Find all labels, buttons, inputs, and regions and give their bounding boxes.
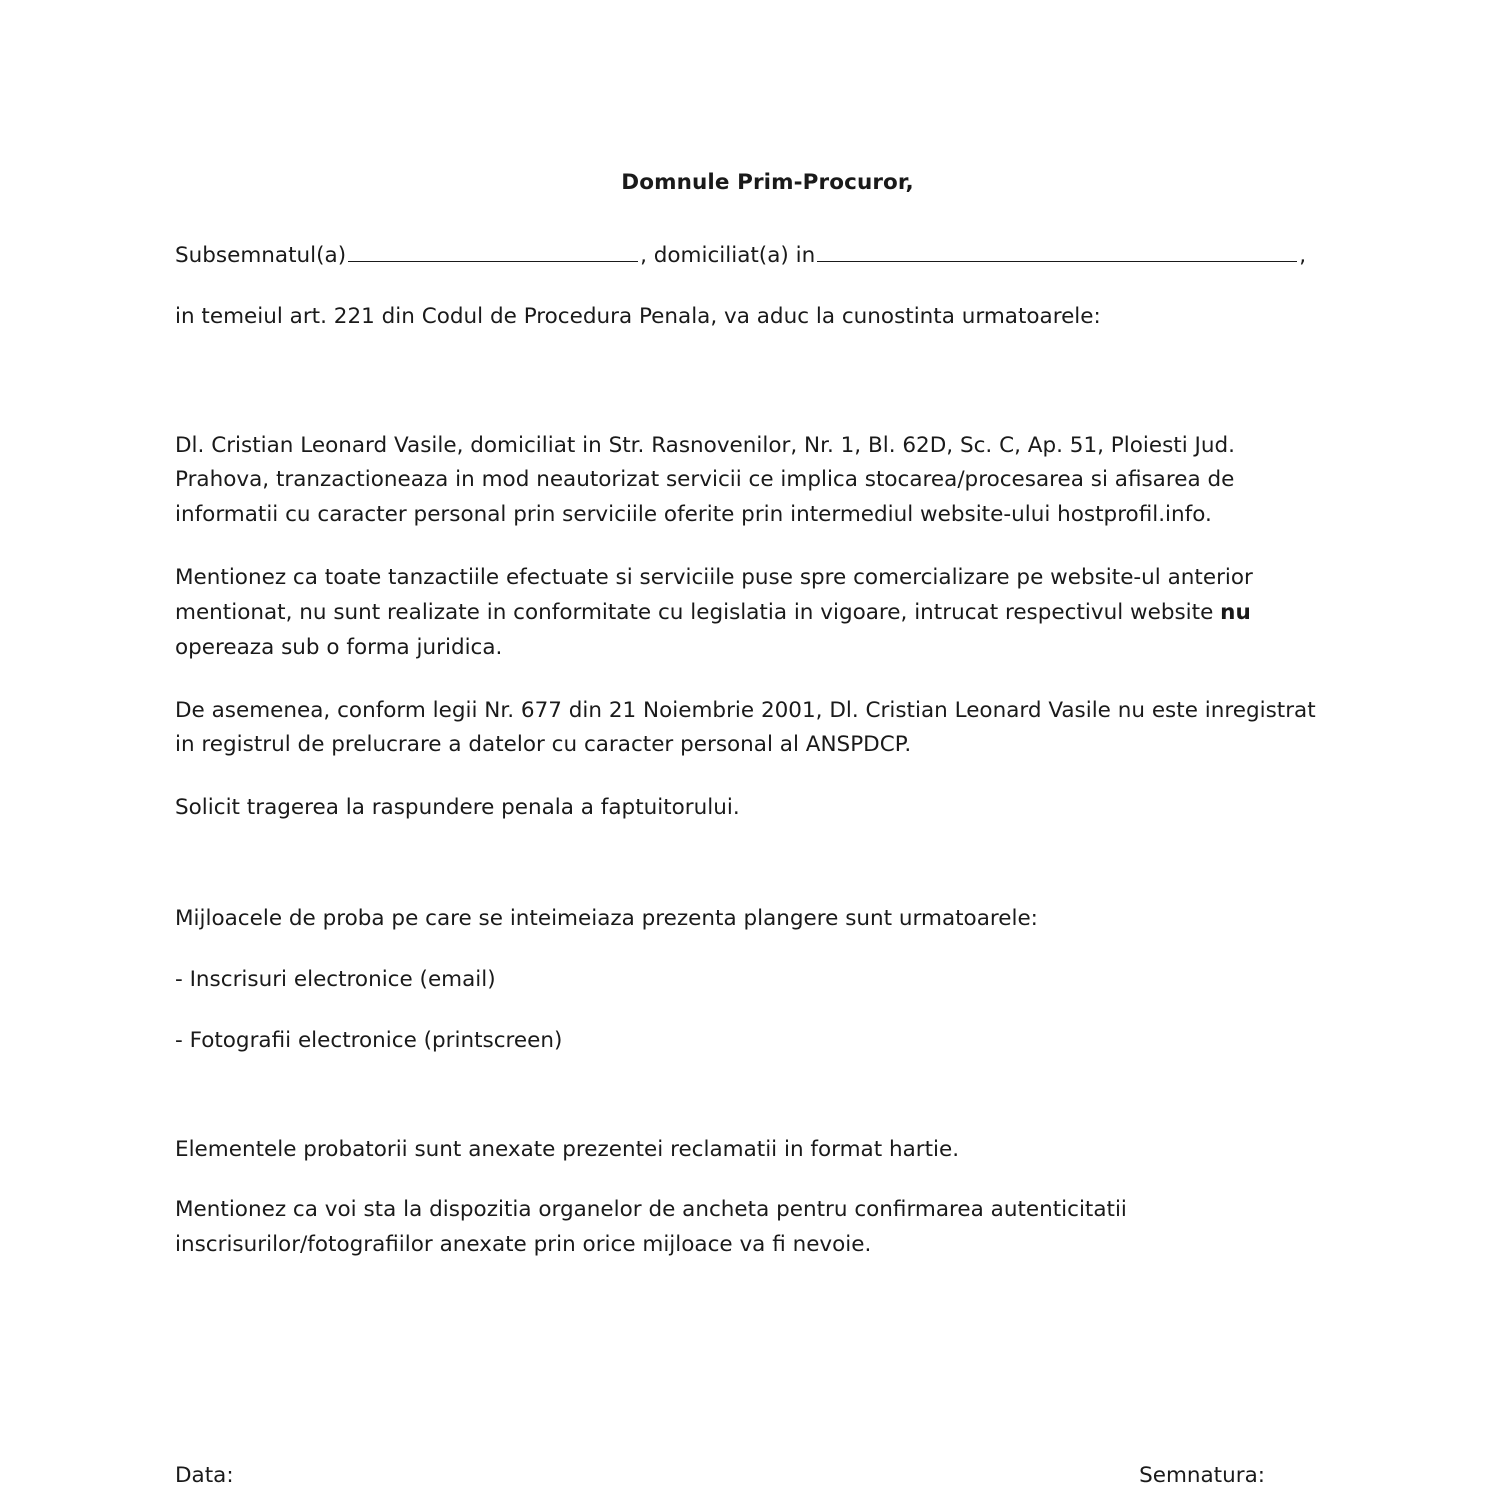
spacer-before-evidence [175, 854, 1325, 902]
complaint-body [175, 429, 1325, 826]
paragraph-mentionez-part2: opereaza sub o forma juridica. [175, 634, 503, 660]
paragraph-anexe: Elementele probatorii sunt anexate prezentei reclamatii in format hartie. [175, 1136, 960, 1162]
intro-line [175, 239, 1325, 274]
evidence-heading: Mijloacele de proba pe care se inteimeiaza prezenta plangere sunt urmatoarele: [175, 906, 1038, 932]
paragraph-mentionez [175, 561, 1325, 665]
spacer-before-annexes [175, 1085, 1325, 1133]
paragraph-subject: Dl. Cristian Leonard Vasile, domiciliat in Str. Rasnovenilor, Nr. 1, Bl. 62D, Sc. C, Ap. 51, Ploiesti Jud. Prahova, tranzactioneaza in mod neautorizat servicii ce implica stocarea/procesarea si afisarea de informatii cu caracter personal prin serviciile oferite prin intermediul website-ului hostprofil.info. [175, 432, 1235, 528]
paragraph-lege: De asemenea, conform legii Nr. 677 din 21 Noiembrie 2001, Dl. Cristian Leonard Vasile nu este inregistrat in registrul de prelucrare a datelor cu caracter personal al ANSPDCP. [175, 697, 1316, 758]
intro-mid-text: , domiciliat(a) in [640, 243, 816, 268]
document-title: Domnule Prim-Procuror, [621, 170, 914, 195]
date-label: Data: [175, 1463, 234, 1488]
paragraph-solicit: Solicit tragerea la raspundere penala a faptuitorului. [175, 795, 740, 821]
paragraph-mentionez-part1: Mentionez ca toate tanzactiile efectuate si serviciile puse spre comercializare pe website-ul anterior mentionat, nu sunt realizate in conformitate cu legislatia in vigoare, intrucat respectivul website [175, 565, 1253, 625]
paragraph-dispozitie: Mentionez ca voi sta la dispozitia organelor de ancheta pentru confirmarea autenticitatii inscrisurilor/fotografiilor anexate prin orice mijloace va fi nevoie. [175, 1197, 1127, 1258]
intro-lead-text: Subsemnatul(a) [175, 243, 347, 268]
spacer-after-intro [175, 361, 1325, 429]
name-blank-field[interactable] [348, 243, 638, 262]
evidence-item-email: - Inscrisuri electronice (email) [175, 966, 496, 992]
paragraph-mentionez-emphasis: nu [1220, 599, 1251, 625]
intro-trailing-text: , [1299, 243, 1307, 268]
document-body [175, 170, 1325, 1289]
address-blank-field[interactable] [817, 243, 1297, 262]
legal-basis-paragraph: in temeiul art. 221 din Codul de Procedura Penala, va aduc la cunostinta urmatoarele: [175, 303, 1101, 329]
evidence-item-printscreen: - Fotografii electronice (printscreen) [175, 1027, 563, 1053]
signature-label: Semnatura: [1139, 1463, 1265, 1488]
document-footer [175, 1463, 1325, 1488]
